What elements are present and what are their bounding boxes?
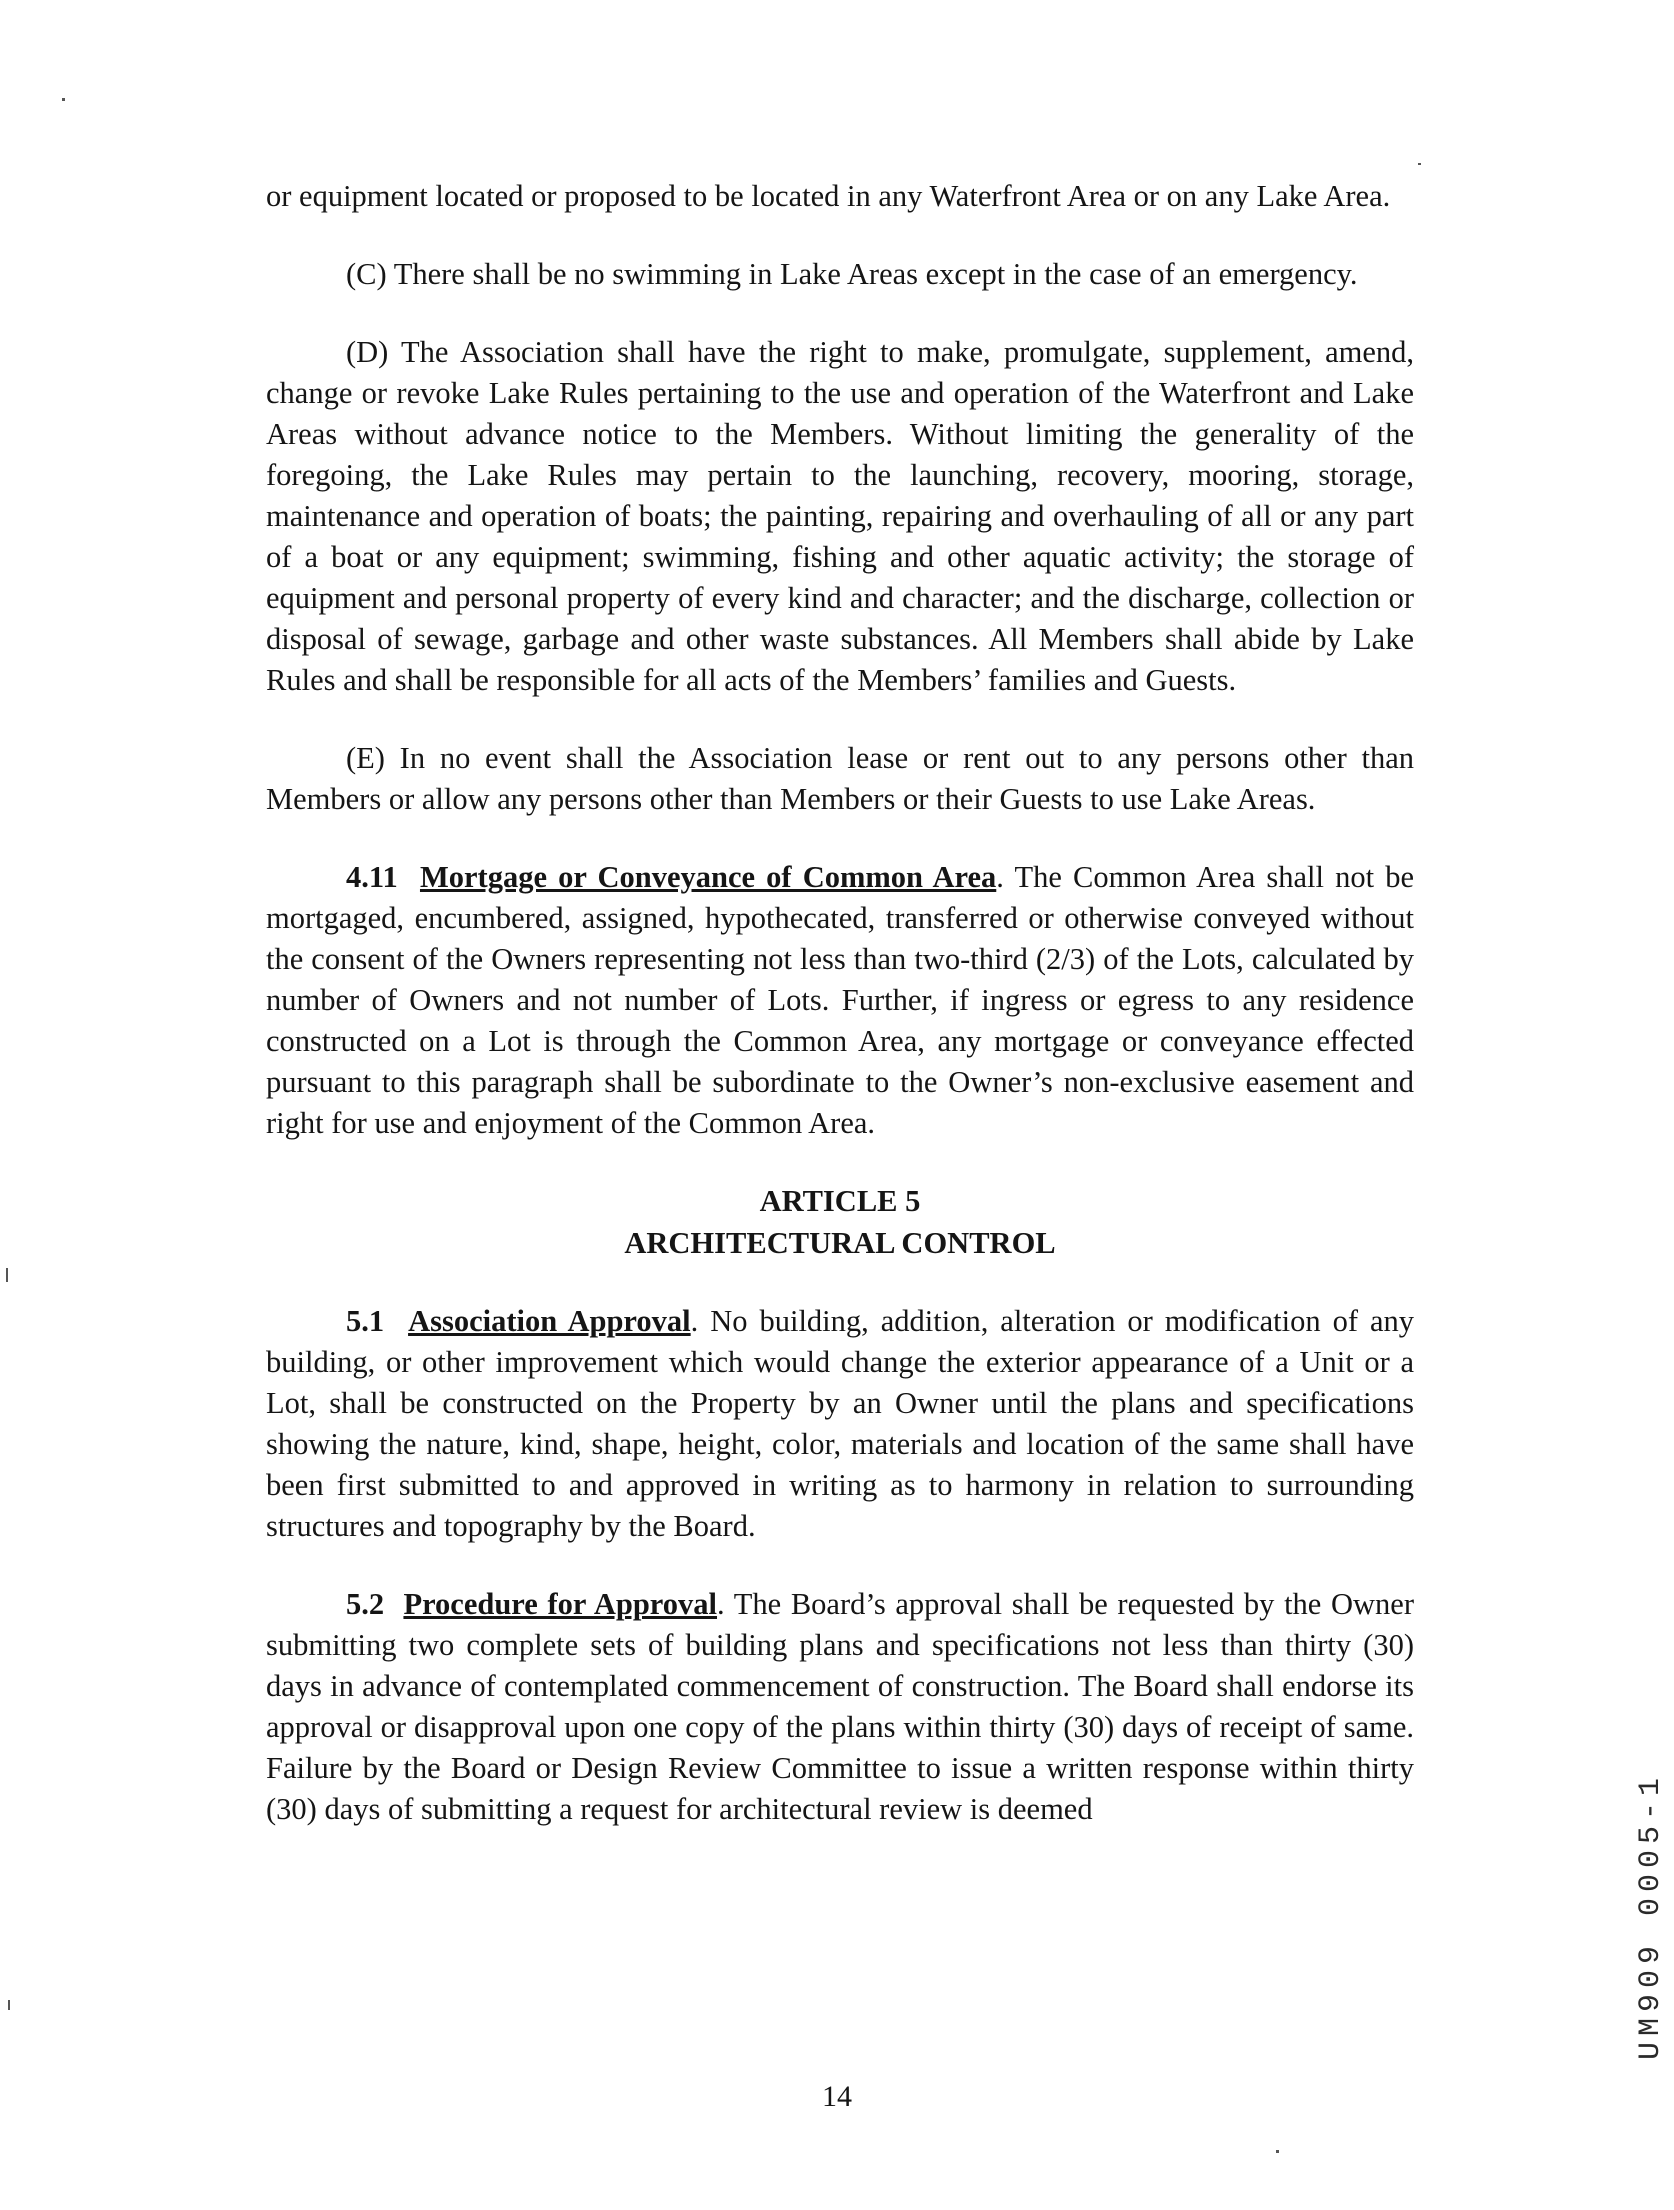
scan-speck <box>1276 2150 1279 2153</box>
section-5-1-body: . No building, addition, alteration or modification of any building, or other improvement which would change the exterior appearance of a Unit or a Lot, shall be constructed on the Property by an Owner until the plans and specifications showing the nature, kind, shape, height, color, materials and location of the same shall have been first submitted to and approved in writing as to harmony in relation to surrounding structures and topography by the Board. <box>266 1304 1415 1543</box>
scan-speck <box>62 98 65 101</box>
side-recording-stamp-text: UM909 0005-1 <box>1634 1771 1668 2060</box>
article-heading <box>266 1180 1414 1264</box>
paragraph-e: (E) In no event shall the Association lease or rent out to any persons other than Members or allow any persons other than Members or their Guests to use Lake Areas. <box>266 741 1414 816</box>
paragraph-d: (D) The Association shall have the right to make, promulgate, supplement, amend, change or revoke Lake Rules pertaining to the use and operation of the Waterfront and Lake Areas without advance notice to the Members. Without limiting the generality of the foregoing, the Lake Rules may pertain to the launching, recovery, mooring, storage, maintenance and operation of boats; the painting, repairing and overhauling of all or any part of a boat or any equipment; swimming, fishing and other aquatic activity; the storage of equipment and personal property of every kind and character; and the discharge, collection or disposal of sewage, garbage and other waste substances. All Members shall abide by Lake Rules and shall be responsible for all acts of the Members’ families and Guests. <box>266 335 1414 697</box>
page-number: 14 <box>822 2080 852 2113</box>
page-body <box>266 176 1414 1830</box>
section-5-2-number: 5.2 <box>346 1587 385 1621</box>
section-5-2-body: . The Board’s approval shall be requested by the Owner submitting two complete sets of building plans and specifications not less than thirty (30) days in advance of contemplated commencement of construction. The Board shall endorse its approval or disapproval upon one copy of the plans within thirty (30) days of receipt of same. Failure by the Board or Design Review Committee to issue a written response within thirty (30) days of submitting a request for architectural review is deemed <box>266 1587 1415 1826</box>
section-4-11-body: . The Common Area shall not be mortgaged, encumbered, assigned, hypothecated, transferred or otherwise conveyed without the consent of the Owners representing not less than two-third (2/3) of the Lots, calculated by number of Owners and not number of Lots. Further, if ingress or egress to any residence constructed on a Lot is through the Common Area, any mortgage or conveyance effected pursuant to this paragraph shall be subordinate to the Owner’s non-exclusive easement and right for use and enjoyment of the Common Area. <box>266 860 1415 1140</box>
scan-speck <box>6 1268 8 1282</box>
article-number: ARTICLE 5 <box>759 1184 921 1218</box>
scan-speck <box>8 2000 10 2010</box>
paragraph-continuation: or equipment located or proposed to be located in any Waterfront Area or on any Lake Area. <box>266 179 1391 213</box>
side-recording-stamp <box>1600 1570 1668 2070</box>
section-5-1-number: 5.1 <box>346 1304 385 1338</box>
section-5-2-title: Procedure for Approval <box>403 1587 718 1621</box>
section-4-11-number: 4.11 <box>346 860 398 894</box>
section-5-1-title: Association Approval <box>408 1304 691 1338</box>
section-4-11 <box>266 857 1414 1144</box>
paragraph-c: (C) There shall be no swimming in Lake Areas except in the case of an emergency. <box>346 257 1358 291</box>
article-title: ARCHITECTURAL CONTROL <box>624 1226 1056 1260</box>
section-4-11-title: Mortgage or Conveyance of Common Area <box>419 860 997 894</box>
section-5-1 <box>266 1301 1414 1547</box>
section-5-2 <box>266 1584 1414 1830</box>
scan-speck <box>1418 163 1421 165</box>
